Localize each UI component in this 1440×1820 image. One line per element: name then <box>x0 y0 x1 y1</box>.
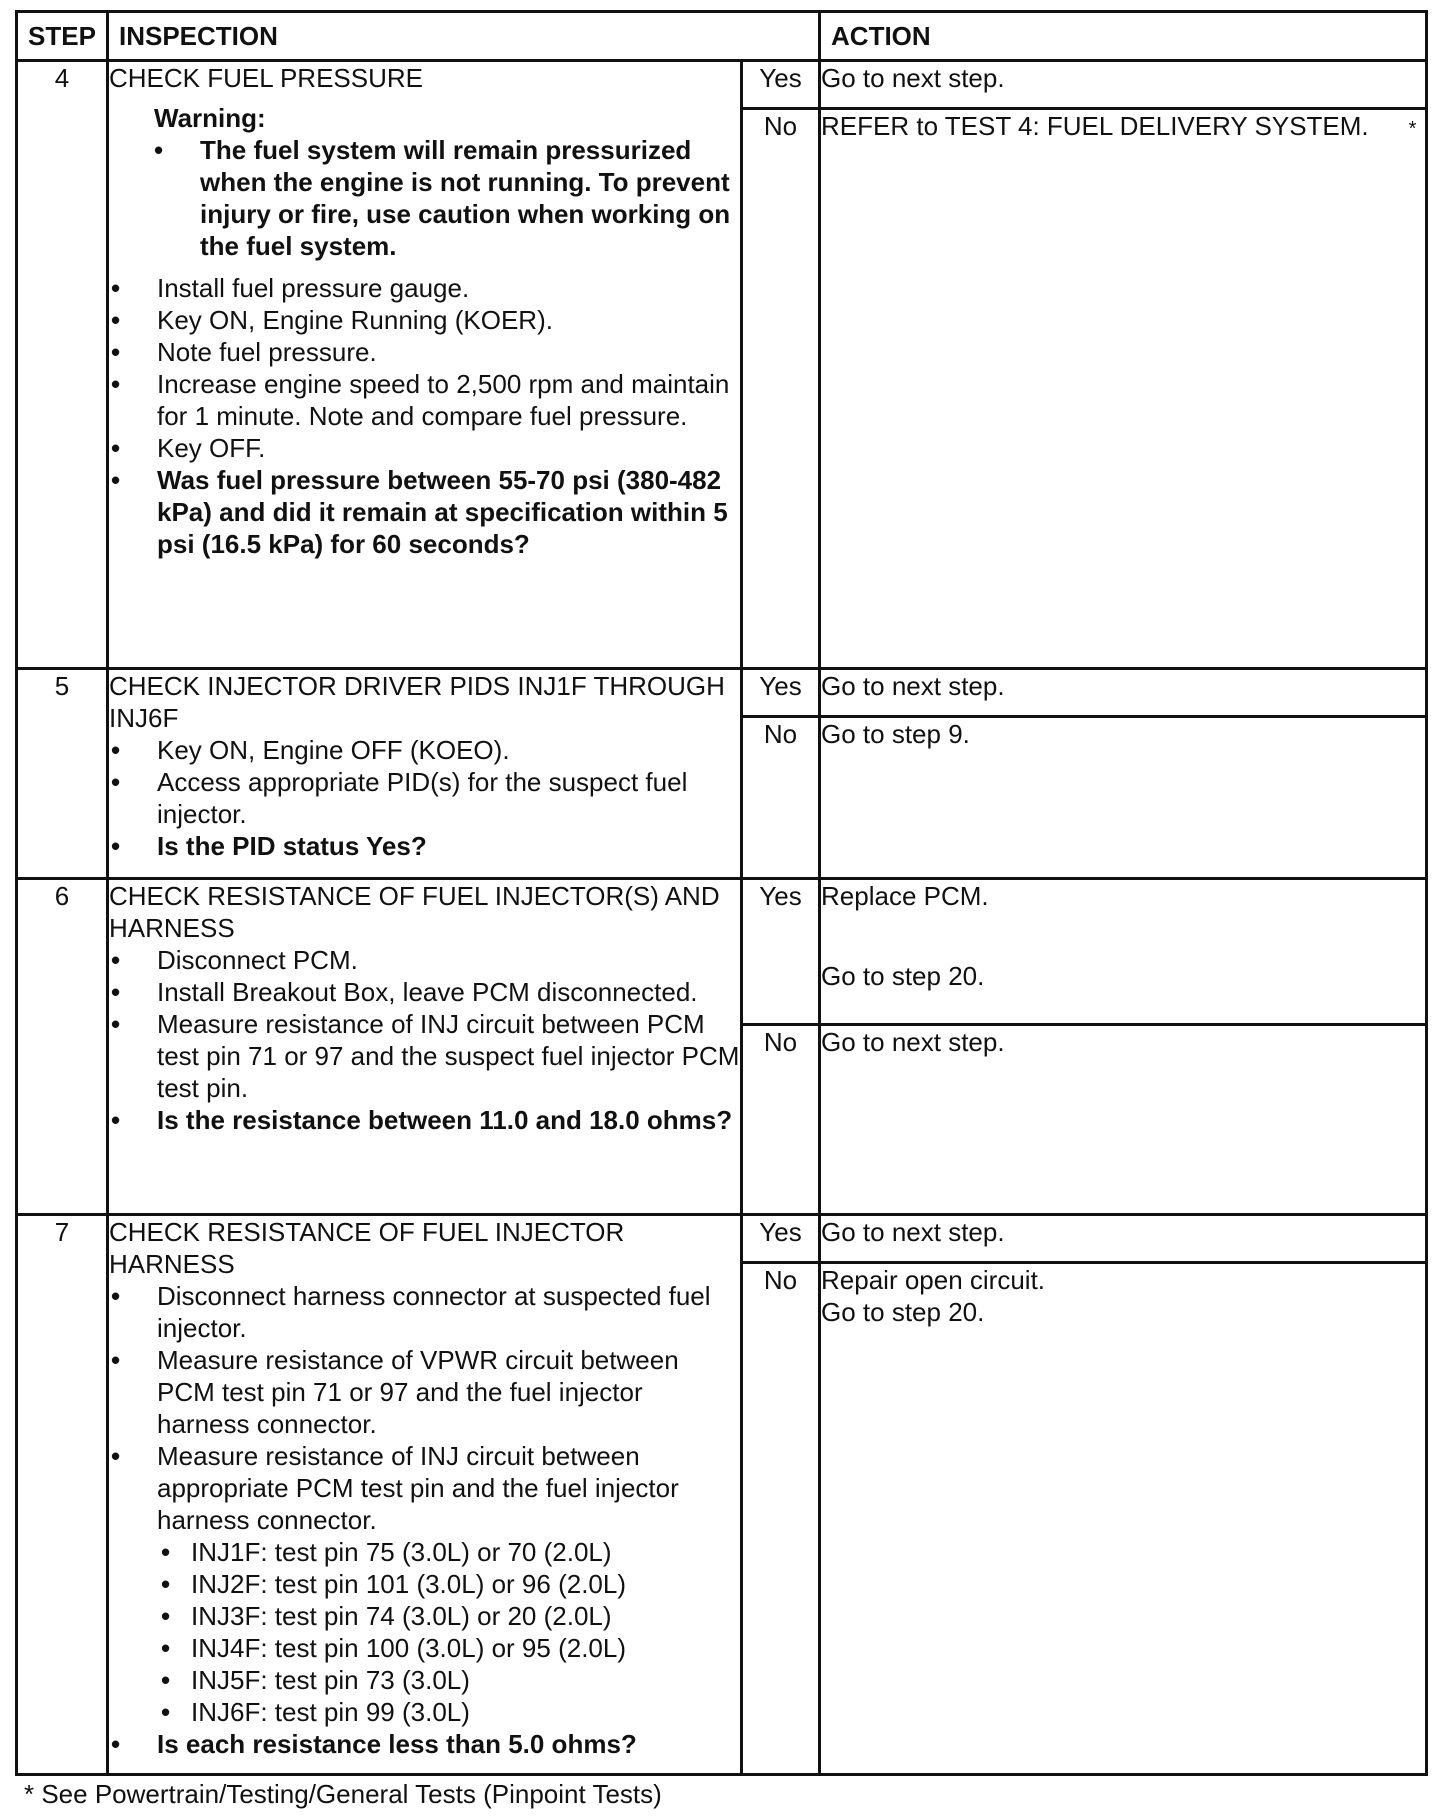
question-item: • Is each resistance less than 5.0 ohms? <box>109 1728 740 1760</box>
warning-label: Warning: <box>154 103 266 133</box>
bullet-list <box>109 734 740 862</box>
no-label: No <box>742 1025 820 1215</box>
step-number: 4 <box>17 61 108 669</box>
question-item: • Was fuel pressure between 55-70 psi (380-482 kPa) and did it remain at specification within 5 psi (16.5 kPa) for 60 seconds? <box>109 464 740 560</box>
no-label: No <box>742 717 820 879</box>
list-item: • Measure resistance of INJ circuit between appropriate PCM test pin and the fuel injector harness connector. <box>109 1440 740 1536</box>
no-action-line: Go to step 20. <box>821 1297 985 1327</box>
inspection-cell <box>108 61 742 669</box>
step-title: CHECK RESISTANCE OF FUEL INJECTOR(S) AND HARNESS <box>109 881 720 943</box>
diagnostic-table <box>15 10 1428 1776</box>
step-title: CHECK FUEL PRESSURE <box>109 63 423 93</box>
step-title: CHECK RESISTANCE OF FUEL INJECTOR HARNESS <box>109 1217 625 1279</box>
list-item: • INJ5F: test pin 73 (3.0L) <box>109 1664 740 1696</box>
sub-bullet-list <box>109 1536 740 1728</box>
table-row <box>17 1215 1427 1263</box>
list-item: • Note fuel pressure. <box>109 336 740 368</box>
asterisk-mark: * <box>1408 118 1417 140</box>
list-item: • Disconnect PCM. <box>109 944 740 976</box>
list-item: • Measure resistance of INJ circuit between PCM test pin 71 or 97 and the suspect fuel injector PCM test pin. <box>109 1008 740 1104</box>
bullet-list <box>109 944 740 1136</box>
inspection-cell <box>108 669 742 879</box>
no-label: No <box>742 1263 820 1775</box>
no-action: Go to step 9. <box>820 717 1427 879</box>
footnote: * See Powertrain/Testing/General Tests (Pinpoint Tests) <box>24 1779 662 1809</box>
header-step: STEP <box>17 12 108 61</box>
no-action-cell <box>820 109 1427 669</box>
bullet-list <box>109 272 740 560</box>
inspection-cell <box>108 879 742 1215</box>
yes-action-line: Go to step 20. <box>821 961 985 991</box>
header-inspection: INSPECTION <box>108 12 820 61</box>
bullet-list <box>109 1280 740 1536</box>
list-item: • INJ2F: test pin 101 (3.0L) or 96 (2.0L) <box>109 1568 740 1600</box>
yes-action: Go to next step. <box>820 1215 1427 1263</box>
list-item: • Key ON, Engine OFF (KOEO). <box>109 734 740 766</box>
question-item: • Is the PID status Yes? <box>109 830 740 862</box>
yes-label: Yes <box>742 669 820 717</box>
warning-block <box>154 102 740 262</box>
yes-action-cell <box>820 879 1427 1025</box>
table-row <box>17 61 1427 109</box>
list-item: • Install fuel pressure gauge. <box>109 272 740 304</box>
no-action-line: Repair open circuit. <box>821 1265 1046 1295</box>
inspection-cell <box>108 1215 742 1775</box>
list-item: • Disconnect harness connector at suspected fuel injector. <box>109 1280 740 1344</box>
step-title: CHECK INJECTOR DRIVER PIDS INJ1F THROUGH INJ6F <box>109 671 725 733</box>
list-item: • INJ3F: test pin 74 (3.0L) or 20 (2.0L) <box>109 1600 740 1632</box>
list-item: • INJ1F: test pin 75 (3.0L) or 70 (2.0L) <box>109 1536 740 1568</box>
yes-label: Yes <box>742 1215 820 1263</box>
list-item: • INJ4F: test pin 100 (3.0L) or 95 (2.0L) <box>109 1632 740 1664</box>
no-action: Go to next step. <box>820 1025 1427 1215</box>
table-row <box>17 669 1427 717</box>
step-number: 5 <box>17 669 108 879</box>
header-action: ACTION <box>820 12 1427 61</box>
warning-text: • The fuel system will remain pressurized when the engine is not running. To prevent injury or fire, use caution when working on the fuel system. <box>154 134 740 262</box>
table-row <box>17 879 1427 1025</box>
list-item: • INJ6F: test pin 99 (3.0L) <box>109 1696 740 1728</box>
question-item: • Is the resistance between 11.0 and 18.0 ohms? <box>109 1104 740 1136</box>
yes-action: Go to next step. <box>820 61 1427 109</box>
yes-label: Yes <box>742 879 820 1025</box>
no-label: No <box>742 109 820 669</box>
step-number: 6 <box>17 879 108 1215</box>
list-item: • Install Breakout Box, leave PCM disconnected. <box>109 976 740 1008</box>
table-header-row <box>17 12 1427 61</box>
yes-label: Yes <box>742 61 820 109</box>
list-item: • Access appropriate PID(s) for the suspect fuel injector. <box>109 766 740 830</box>
yes-action-line: Replace PCM. <box>821 881 989 911</box>
yes-action: Go to next step. <box>820 669 1427 717</box>
no-action: REFER to TEST 4: FUEL DELIVERY SYSTEM. <box>821 111 1369 141</box>
list-item: • Measure resistance of VPWR circuit between PCM test pin 71 or 97 and the fuel injector harness connector. <box>109 1344 740 1440</box>
list-item: • Key OFF. <box>109 432 740 464</box>
bullet-list <box>109 1728 740 1760</box>
no-action-cell <box>820 1263 1427 1775</box>
list-item: • Increase engine speed to 2,500 rpm and maintain for 1 minute. Note and compare fuel pressure. <box>109 368 740 432</box>
step-number: 7 <box>17 1215 108 1775</box>
list-item: • Key ON, Engine Running (KOER). <box>109 304 740 336</box>
